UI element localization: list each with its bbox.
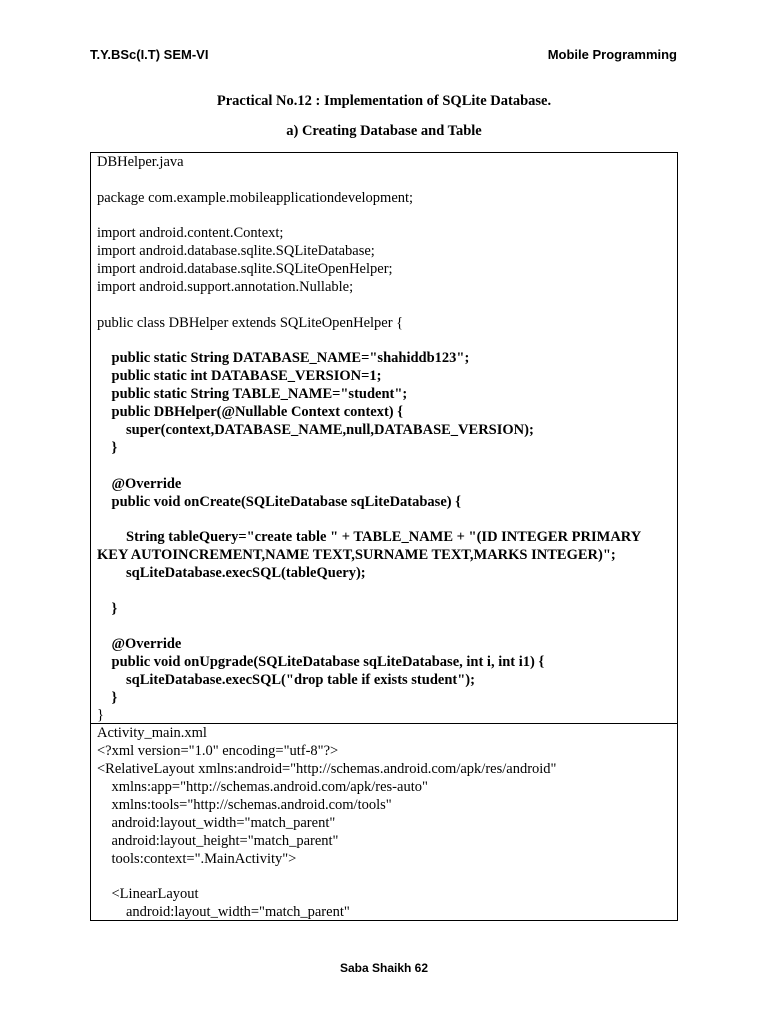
code-line: <RelativeLayout xmlns:android="http://schemas.android.com/apk/res/android": [97, 761, 557, 777]
code-line: android:layout_width="match_parent": [97, 904, 350, 920]
code-line: xmlns:app="http://schemas.android.com/apk/res-auto": [97, 779, 428, 795]
code-line: public void onUpgrade(SQLiteDatabase sqLiteDatabase, int i, int i1) {: [97, 654, 545, 670]
code-line: import android.content.Context;: [97, 225, 284, 241]
code-line: import android.support.annotation.Nullable;: [97, 279, 354, 295]
code-line: public static String DATABASE_NAME="shahiddb123";: [97, 350, 470, 366]
code-line: }: [97, 690, 118, 706]
code-line: }: [97, 440, 118, 456]
code-line: sqLiteDatabase.execSQL(tableQuery);: [97, 565, 366, 581]
code-line: public static int DATABASE_VERSION=1;: [97, 368, 382, 384]
code-line: package com.example.mobileapplicationdevelopment;: [97, 190, 414, 206]
code-line: tools:context=".MainActivity">: [97, 851, 297, 867]
code-line: }: [97, 707, 104, 723]
code-line: Activity_main.xml: [97, 725, 207, 741]
section-title: a) Creating Database and Table: [286, 123, 482, 139]
code-line: public static String TABLE_NAME="student";: [97, 386, 408, 402]
code-line: public class DBHelper extends SQLiteOpenHelper {: [97, 315, 404, 331]
code-box-dbhelper: [90, 152, 678, 724]
code-line: @Override: [97, 636, 182, 652]
code-line: android:layout_width="match_parent": [97, 815, 336, 831]
code-line: public DBHelper(@Nullable Context context) {: [97, 404, 403, 420]
code-line: sqLiteDatabase.execSQL("drop table if exists student");: [97, 672, 475, 688]
header-course: T.Y.BSc(I.T) SEM-VI: [90, 47, 209, 62]
code-line: import android.database.sqlite.SQLiteDatabase;: [97, 243, 375, 259]
page-title: Practical No.12 : Implementation of SQLite Database.: [216, 93, 552, 109]
code-line: super(context,DATABASE_NAME,null,DATABASE_VERSION);: [97, 422, 534, 438]
header-subject: Mobile Programming: [547, 47, 677, 62]
code-line: KEY AUTOINCREMENT,NAME TEXT,SURNAME TEXT,MARKS INTEGER)";: [97, 547, 616, 563]
code-line: <?xml version="1.0" encoding="utf-8"?>: [97, 743, 339, 759]
code-line: import android.database.sqlite.SQLiteOpenHelper;: [97, 261, 393, 277]
code-line: String tableQuery="create table " + TABLE_NAME + "(ID INTEGER PRIMARY: [97, 529, 642, 545]
code-line: DBHelper.java: [97, 154, 184, 170]
code-line: }: [97, 601, 118, 617]
code-line: <LinearLayout: [97, 886, 199, 902]
code-line: android:layout_height="match_parent": [97, 833, 339, 849]
code-box-activity-main: [90, 723, 678, 921]
code-line: xmlns:tools="http://schemas.android.com/tools": [97, 797, 392, 813]
page-footer: Saba Shaikh 62: [339, 961, 429, 975]
code-line: @Override: [97, 476, 182, 492]
code-line: public void onCreate(SQLiteDatabase sqLiteDatabase) {: [97, 494, 461, 510]
